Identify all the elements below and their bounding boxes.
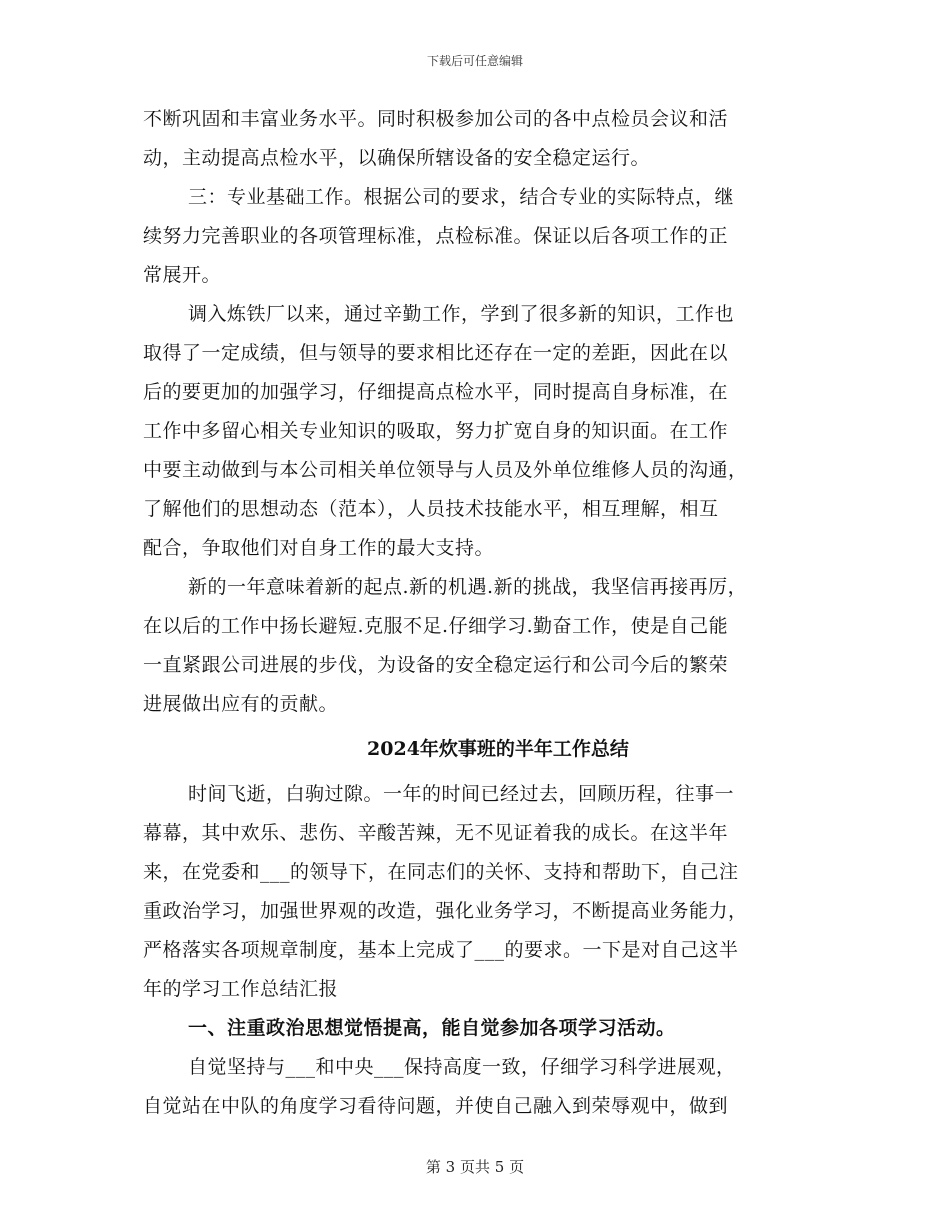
paragraph-line: 中要主动做到与本公司相关单位领导与人员及外单位维修人员的沟通，	[143, 459, 748, 481]
document-body	[143, 100, 813, 1126]
paragraph-line: 工作中多留心相关专业知识的吸取，努力扩宽自身的知识面。在工作	[143, 420, 729, 442]
paragraph-line: 重政治学习，加强世界观的改造，强化业务学习，不断提高业务能力，	[143, 900, 748, 922]
paragraph-line: 幕幕，其中欢乐、悲伤、辛酸苦辣，无不见证着我的成长。在这半年	[143, 822, 729, 844]
paragraph-line: 不断巩固和丰富业务水平。同时积极参加公司的各中点检员会议和活	[143, 108, 729, 130]
paragraph-line: 一直紧跟公司进展的步伐，为设备的安全稳定运行和公司今后的繁荣	[143, 654, 729, 676]
paragraph-line: 进展做出应有的贡献。	[143, 693, 339, 715]
paragraph-line: 配合，争取他们对自身工作的最大支持。	[143, 537, 495, 559]
paragraph-line: 后的要更加的加强学习，仔细提高点检水平，同时提高自身标准，在	[143, 381, 729, 403]
paragraph-line: 三：专业基础工作。根据公司的要求，结合专业的实际特点，继	[188, 186, 735, 208]
subsection-heading: 一、注重政治思想觉悟提高，能自觉参加各项学习活动。	[188, 1017, 676, 1039]
paragraph-line: 续努力完善职业的各项管理标准，点检标准。保证以后各项工作的正	[143, 225, 729, 247]
paragraph-line: 严格落实各项规章制度，基本上完成了___的要求。一下是对自己这半	[143, 939, 739, 961]
paragraph-line: 动，主动提高点检水平，以确保所辖设备的安全稳定运行。	[143, 147, 651, 169]
section-title: 2024年炊事班的半年工作总结	[367, 738, 629, 760]
page-footer: 第 3 页共 5 页	[425, 1158, 525, 1176]
paragraph-line: 调入炼铁厂以来，通过辛勤工作，学到了很多新的知识，工作也	[188, 303, 735, 325]
paragraph-line: 自觉坚持与___和中央___保持高度一致，仔细学习科学进展观，	[188, 1056, 736, 1078]
paragraph-line: 常展开。	[143, 264, 222, 286]
paragraph-line: 时间飞逝，白驹过隙。一年的时间已经过去，回顾历程，往事一	[188, 783, 735, 805]
page-header: 下载后可任意编辑	[426, 54, 523, 68]
paragraph-line: 新的一年意味着新的起点.新的机遇.新的挑战，我坚信再接再厉，	[188, 576, 748, 598]
paragraph-line: 了解他们的思想动态（范本），人员技术技能水平，相互理解，相互	[143, 498, 719, 520]
paragraph-line: 来，在党委和___的领导下，在同志们的关怀、支持和帮助下，自己注	[143, 861, 739, 883]
paragraph-line: 年的学习工作总结汇报	[143, 978, 339, 1000]
paragraph-line: 在以后的工作中扬长避短.克服不足.仔细学习.勤奋工作，使是自己能	[143, 615, 729, 637]
paragraph-line: 取得了一定成绩，但与领导的要求相比还存在一定的差距，因此在以	[143, 342, 729, 364]
paragraph-line: 自觉站在中队的角度学习看待问题，并使自己融入到荣辱观中，做到	[143, 1095, 729, 1117]
